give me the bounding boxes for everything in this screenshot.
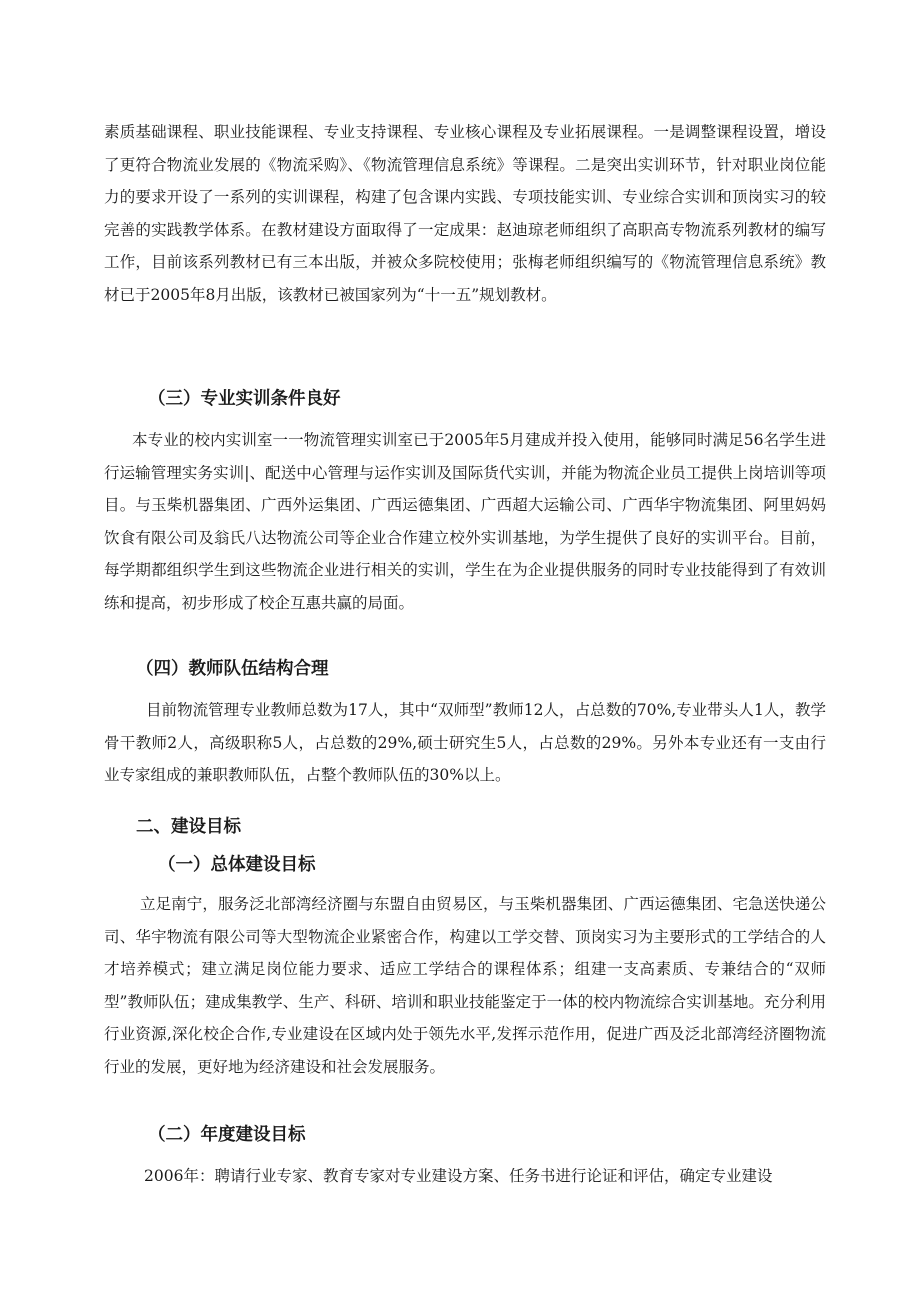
heading-annual-goals: （二）年度建设目标 xyxy=(148,1125,306,1145)
paragraph-teacher-structure: 目前物流管理专业教师总数为17人，其中“双师型”教师12人，占总数的70%,专业带头人1人，教学骨干教师2人，高级职称5人，占总数的29%,硕士研究生5人，占总数的29%。另外本专业还有一支由行业专家组成的兼职教师队伍，占整个教师队伍的30%以上。 xyxy=(104,701,826,784)
heading-teacher-structure: （四）教师队伍结构合理 xyxy=(136,659,329,679)
heading-construction-goals: 二、建设目标 xyxy=(136,817,241,837)
paragraph-annual-goals: 2006年：聘请行业专家、教育专家对专业建设方案、任务书进行论证和评估，确定专业建设 xyxy=(144,1167,773,1185)
paragraph-curriculum: 素质基础课程、职业技能课程、专业支持课程、专业核心课程及专业拓展课程。一是调整课程设置，增设了更符合物流业发展的《物流采购》、《物流管理信息系统》等课程。二是突出实训环节，针对职业岗位能力的要求开设了一系列的实训课程，构建了包含课内实践、专项技能实训、专业综合实训和顶岗实习的较完善的实践教学体系。在教材建设方面取得了一定成果：赵迪琼老师组织了高职高专物流系列教材的编写工作，目前该系列教材已有三本出版，并被众多院校使用；张梅老师组织编写的《物流管理信息系统》教材已于2005年8月出版，该教材已被国家列为“十一五”规划教材。 xyxy=(104,123,826,304)
paragraph-overall-goals: 立足南宁，服务泛北部湾经济圈与东盟自由贸易区，与玉柴机器集团、广西运德集团、宅急送快递公司、华宇物流有限公司等大型物流企业紧密合作，构建以工学交替、顶岗实习为主要形式的工学结合的人才培养模式；建立满足岗位能力要求、适应工学结合的课程体系；组建一支高素质、专兼结合的“双师型”教师队伍；建成集教学、生产、科研、培训和职业技能鉴定于一体的校内物流综合实训基地。充分利用行业资源,深化校企合作,专业建设在区域内处于领先水平,发挥示范作用，促进广西及泛北部湾经济圈物流行业的发展，更好地为经济建设和社会发展服务。 xyxy=(104,895,826,1076)
paragraph-training-conditions: 本专业的校内实训室一一物流管理实训室已于2005年5月建成并投入使用，能够同时满足56名学生进行运输管理实务实训|、配送中心管理与运作实训及国际货代实训，并能为物流企业员工提供上岗培训等项目。与玉柴机器集团、广西外运集团、广西运德集团、广西超大运输公司、广西华宇物流集团、阿里妈妈饮食有限公司及翁氏八达物流公司等企业合作建立校外实训基地，为学生提供了良好的实训平台。目前，每学期都组织学生到这些物流企业进行相关的实训，学生在为企业提供服务的同时专业技能得到了有效训练和提高，初步形成了校企互惠共赢的局面。 xyxy=(104,431,826,612)
heading-overall-goals: （一）总体建设目标 xyxy=(158,855,316,875)
heading-training-conditions: （三）专业实训条件良好 xyxy=(148,389,341,409)
